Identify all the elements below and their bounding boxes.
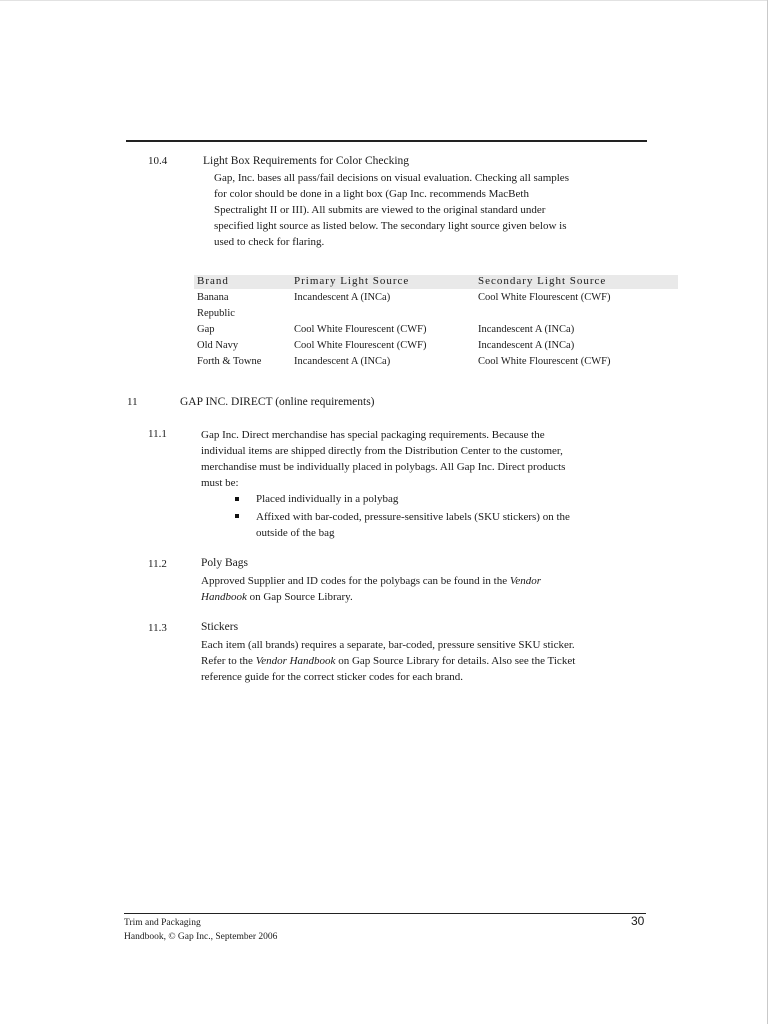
section-11-2-title: Poly Bags (201, 557, 248, 569)
body-line: Spectralight II or III). All submits are viewed to the original standard under (214, 204, 546, 216)
table-cell-secondary: Cool White Flourescent (CWF) (478, 292, 611, 303)
table-header-secondary: Secondary Light Source (478, 275, 607, 287)
table-cell-primary: Cool White Flourescent (CWF) (294, 340, 427, 351)
body-line: merchandise must be individually placed in polybags. All Gap Inc. Direct products (201, 461, 566, 473)
table-cell-primary: Cool White Flourescent (CWF) (294, 324, 427, 335)
section-11-3-line: Each item (all brands) requires a separate, bar-coded, pressure sensitive SKU sticker. (201, 639, 575, 651)
body-text: on Gap Source Library for details. Also see the Ticket (338, 655, 576, 667)
header-rule (126, 140, 647, 142)
table-cell-brand: Forth & Towne (197, 356, 262, 367)
bullet-text: outside of the bag (256, 527, 335, 539)
body-line: used to check for flaring. (214, 236, 325, 248)
footer-title: Trim and Packaging (124, 918, 201, 928)
body-text: Approved Supplier and ID codes for the polybags can be found in the (201, 575, 508, 587)
bullet-text: Affixed with bar-coded, pressure-sensitive labels (SKU stickers) on the (256, 511, 570, 523)
section-11-3-line (201, 653, 575, 669)
vendor-italic: Vendor (509, 575, 542, 587)
body-line: Gap Inc. Direct merchandise has special packaging requirements. Because the (201, 429, 545, 441)
table-cell-secondary: Incandescent A (INCa) (478, 324, 575, 335)
section-10-4-number: 10.4 (148, 155, 168, 167)
vendor-handbook-italic: Vendor Handbook (255, 655, 336, 667)
page-number: 30 (631, 914, 645, 928)
section-11-3-line: reference guide for the correct sticker codes for each brand. (201, 671, 464, 683)
body-line: must be: (201, 477, 239, 489)
table-cell-primary: Incandescent A (INCa) (294, 292, 391, 303)
footer-copyright: Handbook, © Gap Inc., September 2006 (124, 932, 278, 942)
table-header-primary: Primary Light Source (294, 275, 410, 287)
bullet-text: Placed individually in a polybag (256, 493, 399, 505)
section-11-2-line (201, 573, 541, 589)
table-cell-secondary: Cool White Flourescent (CWF) (478, 356, 611, 367)
table-cell-brand: Gap (197, 324, 215, 335)
table-cell-brand: Republic (197, 308, 235, 319)
body-text: on Gap Source Library. (249, 591, 353, 603)
section-11-2-line (201, 589, 353, 605)
table-cell-primary: Incandescent A (INCa) (294, 356, 391, 367)
bullet-square-icon (235, 514, 239, 518)
body-text: Refer to the (201, 655, 253, 667)
footer-rule (124, 913, 646, 914)
body-line: specified light source as listed below. The secondary light source given below is (214, 220, 567, 232)
section-11-2-number: 11.2 (148, 558, 167, 570)
section-11-number: 11 (127, 396, 138, 408)
body-line: Gap, Inc. bases all pass/fail decisions on visual evaluation. Checking all samples (214, 172, 569, 184)
handbook-italic: Handbook (201, 591, 247, 603)
section-11-3-number: 11.3 (148, 622, 167, 634)
page-top-edge (0, 0, 768, 1)
section-11-1-number: 11.1 (148, 428, 167, 440)
section-11-3-title: Stickers (201, 621, 239, 633)
table-cell-brand: Old Navy (197, 340, 239, 351)
body-line: for color should be done in a light box (Gap Inc. recommends MacBeth (214, 188, 529, 200)
bullet-square-icon (235, 497, 239, 501)
table-cell-secondary: Incandescent A (INCa) (478, 340, 575, 351)
table-header-brand: Brand (197, 275, 229, 287)
body-line: individual items are shipped directly from the Distribution Center to the customer, (201, 445, 563, 457)
table-cell-brand: Banana (197, 292, 229, 303)
section-10-4-title: Light Box Requirements for Color Checking (203, 155, 410, 167)
section-11-title: GAP INC. DIRECT (online requirements) (180, 396, 375, 408)
